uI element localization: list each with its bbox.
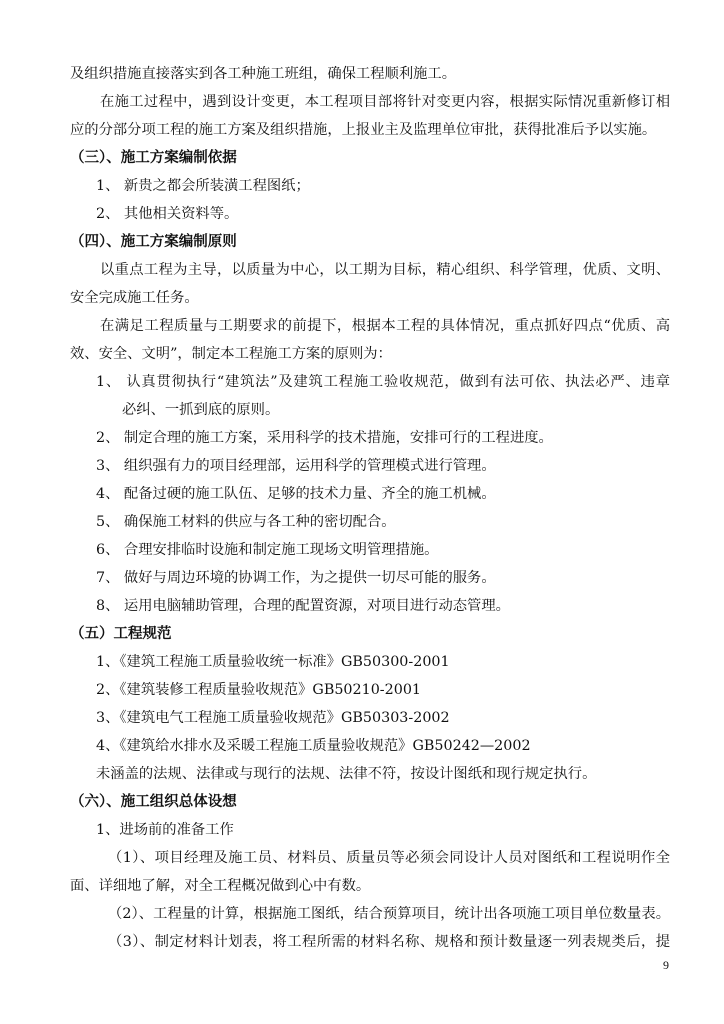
paragraph-line: 面、详细地了解，对全工程概况做到心中有数。 (70, 878, 371, 894)
list-item: 8、 运用电脑辅助管理，合理的配置资源，对项目进行动态管理。 (96, 598, 510, 614)
list-item: 6、 合理安排临时设施和制定施工现场文明管理措施。 (96, 542, 439, 558)
standard-item: 1、《建筑工程施工质量验收统一标准》GB50300-2001 (96, 654, 450, 670)
paragraph-line: 在施工过程中，遇到设计变更，本工程项目部将针对变更内容，根据实际情况重新修订相 (100, 94, 670, 110)
list-item: 2、 制定合理的施工方案，采用科学的技术措施，安排可行的工程进度。 (96, 430, 553, 446)
paragraph-line: 安全完成施工任务。 (70, 290, 199, 306)
list-item: 1、 认真贯彻执行“建筑法”及建筑工程施工验收规范，做到有法可依、执法必严、违章 (96, 374, 670, 390)
list-item: 3、 组织强有力的项目经理部，运用科学的管理模式进行管理。 (96, 458, 496, 474)
paragraph-line: （3）、制定材料计划表，将工程所需的材料名称、规格和预计数量逐一列表规类后，提 (108, 934, 670, 950)
section-heading-5: （五）工程规范 (70, 626, 172, 642)
section-heading-4: （四）、施工方案编制原则 (70, 234, 237, 250)
section-heading-3: （三）、施工方案编制依据 (70, 150, 237, 166)
paragraph-line: 在满足工程质量与工期要求的前提下，根据本工程的具体情况，重点抓好四点“优质、高 (100, 318, 670, 334)
paragraph-line: （2）、工程量的计算，根据施工图纸，结合预算项目，统计出各项施工项目单位数量表。 (108, 906, 670, 922)
standard-item: 4、《建筑给水排水及采暖工程施工质量验收规范》GB50242—2002 (96, 738, 531, 754)
paragraph-line: 及组织措施直接落实到各工种施工班组，确保工程顺利施工。 (70, 66, 457, 82)
page-number: 9 (663, 958, 669, 972)
list-item-continuation: 必纠、一抓到底的原则。 (122, 402, 280, 418)
list-item: 7、 做好与周边环境的协调工作，为之提供一切尽可能的服务。 (96, 570, 496, 586)
list-item: 5、 确保施工材料的供应与各工种的密切配合。 (96, 514, 396, 530)
list-item: 4、 配备过硬的施工队伍、足够的技术力量、齐全的施工机械。 (96, 486, 496, 502)
standard-item: 2、《建筑装修工程质量验收规范》GB50210-2001 (96, 682, 422, 698)
subsection-heading: 1、进场前的准备工作 (96, 822, 234, 838)
standard-item: 3、《建筑电气工程施工质量验收规范》GB50303-2002 (96, 710, 450, 726)
paragraph-line: 未涵盖的法规、法律或与现行的法规、法律不符，按设计图纸和现行规定执行。 (96, 766, 597, 782)
paragraph-line: 以重点工程为主导，以质量为中心，以工期为目标，精心组织、科学管理，优质、文明、 (100, 262, 670, 278)
paragraph-line: （1）、项目经理及施工员、材料员、质量员等必须会同设计人员对图纸和工程说明作全 (108, 850, 670, 866)
list-item: 1、 新贵之都会所装潢工程图纸； (96, 178, 310, 194)
list-item: 2、 其他相关资料等。 (96, 206, 239, 222)
section-heading-6: （六）、施工组织总体设想 (70, 794, 237, 810)
paragraph-line: 效、安全、文明”，制定本工程施工方案的原则为： (70, 346, 392, 362)
paragraph-line: 应的分部分项工程的施工方案及组织措施，上报业主及监理单位审批，获得批准后予以实施。 (70, 122, 657, 138)
